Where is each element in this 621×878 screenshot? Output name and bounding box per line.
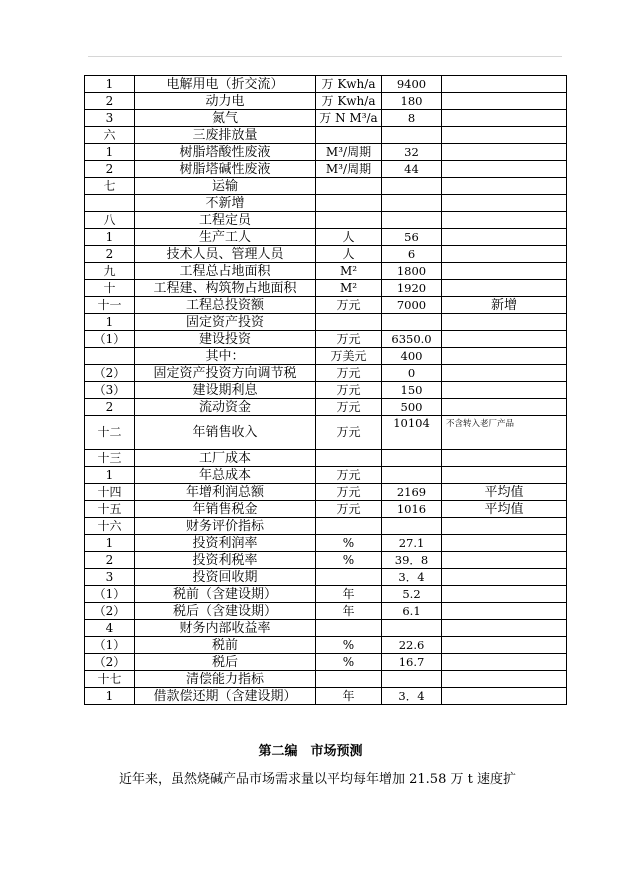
row-unit	[316, 671, 382, 688]
row-note: 新增	[442, 297, 567, 314]
row-item: 固定资产投资	[135, 314, 316, 331]
row-item: 税后	[135, 654, 316, 671]
row-value	[382, 212, 442, 229]
row-number: 十七	[85, 671, 135, 688]
row-value	[382, 671, 442, 688]
row-note	[442, 535, 567, 552]
row-value: 3．4	[382, 688, 442, 705]
row-item: 不新增	[135, 195, 316, 212]
row-note	[442, 518, 567, 535]
row-unit: 万元	[316, 501, 382, 518]
row-note	[442, 212, 567, 229]
row-unit: 万元	[316, 365, 382, 382]
table-row	[85, 484, 567, 501]
row-number: 1	[85, 688, 135, 705]
row-note	[442, 552, 567, 569]
row-number: 十一	[85, 297, 135, 314]
row-item: 树脂塔碱性废液	[135, 161, 316, 178]
row-note	[442, 76, 567, 93]
row-value: 39．8	[382, 552, 442, 569]
row-number: 1	[85, 144, 135, 161]
row-number: 九	[85, 263, 135, 280]
row-item: 投资回收期	[135, 569, 316, 586]
row-unit: %	[316, 654, 382, 671]
row-number: 十	[85, 280, 135, 297]
row-item: 年销售收入	[135, 416, 316, 450]
row-item: 财务评价指标	[135, 518, 316, 535]
row-unit: 万 N M³/a	[316, 110, 382, 127]
row-number: 六	[85, 127, 135, 144]
row-value: 8	[382, 110, 442, 127]
row-note	[442, 467, 567, 484]
table-row	[85, 365, 567, 382]
row-note	[442, 195, 567, 212]
row-note	[442, 603, 567, 620]
row-number: 十五	[85, 501, 135, 518]
row-value: 7000	[382, 297, 442, 314]
row-unit	[316, 620, 382, 637]
table-row	[85, 416, 567, 450]
row-note	[442, 450, 567, 467]
row-note: 不含转入老厂产品	[442, 416, 567, 450]
row-unit: 万美元	[316, 348, 382, 365]
row-item: 税前	[135, 637, 316, 654]
row-note	[442, 127, 567, 144]
row-number: 十四	[85, 484, 135, 501]
row-number: （3）	[85, 382, 135, 399]
row-number: 2	[85, 552, 135, 569]
row-item: 流动资金	[135, 399, 316, 416]
row-number: 2	[85, 246, 135, 263]
row-item: 固定资产投资方向调节税	[135, 365, 316, 382]
row-note	[442, 178, 567, 195]
row-unit: M²	[316, 280, 382, 297]
table-row	[85, 671, 567, 688]
row-note	[442, 399, 567, 416]
row-unit	[316, 195, 382, 212]
row-note	[442, 331, 567, 348]
row-value: 180	[382, 93, 442, 110]
table-row	[85, 229, 567, 246]
row-unit: M²	[316, 263, 382, 280]
row-item: 氮气	[135, 110, 316, 127]
row-note	[442, 161, 567, 178]
row-number: 3	[85, 569, 135, 586]
row-note	[442, 229, 567, 246]
row-item: 投资利润率	[135, 535, 316, 552]
row-unit: %	[316, 552, 382, 569]
row-note	[442, 93, 567, 110]
row-value	[382, 518, 442, 535]
row-number: 2	[85, 93, 135, 110]
row-number: 十三	[85, 450, 135, 467]
row-note	[442, 280, 567, 297]
table-row	[85, 450, 567, 467]
table-row	[85, 76, 567, 93]
row-item: 年增利润总额	[135, 484, 316, 501]
table-row	[85, 569, 567, 586]
row-value: 150	[382, 382, 442, 399]
row-value: 2169	[382, 484, 442, 501]
row-unit: 人	[316, 246, 382, 263]
row-item: 三废排放量	[135, 127, 316, 144]
row-note	[442, 314, 567, 331]
table-row	[85, 382, 567, 399]
row-value: 6.1	[382, 603, 442, 620]
row-value	[382, 450, 442, 467]
table-row	[85, 654, 567, 671]
row-item: 投资利税率	[135, 552, 316, 569]
row-unit	[316, 569, 382, 586]
row-item: 动力电	[135, 93, 316, 110]
row-number: 八	[85, 212, 135, 229]
row-item: 年总成本	[135, 467, 316, 484]
row-unit	[316, 127, 382, 144]
table-row	[85, 467, 567, 484]
row-value: 0	[382, 365, 442, 382]
row-value	[382, 127, 442, 144]
table-row	[85, 161, 567, 178]
row-value	[382, 620, 442, 637]
row-unit: 年	[316, 603, 382, 620]
row-value: 16.7	[382, 654, 442, 671]
row-number: （2）	[85, 365, 135, 382]
row-number: （1）	[85, 637, 135, 654]
table-row	[85, 297, 567, 314]
row-number: （2）	[85, 603, 135, 620]
row-unit: 万元	[316, 399, 382, 416]
row-value: 44	[382, 161, 442, 178]
table-row	[85, 263, 567, 280]
row-number: 七	[85, 178, 135, 195]
row-value: 32	[382, 144, 442, 161]
row-item: 财务内部收益率	[135, 620, 316, 637]
row-unit: 年	[316, 688, 382, 705]
row-item: 树脂塔酸性废液	[135, 144, 316, 161]
row-note	[442, 348, 567, 365]
table-row	[85, 144, 567, 161]
row-unit: 万元	[316, 416, 382, 450]
table-row	[85, 178, 567, 195]
row-unit: 年	[316, 586, 382, 603]
row-note	[442, 246, 567, 263]
row-item: 其中：	[135, 348, 316, 365]
row-note	[442, 110, 567, 127]
row-number: 1	[85, 535, 135, 552]
table-row	[85, 331, 567, 348]
row-value: 10104	[382, 416, 442, 450]
row-unit: M³/周期	[316, 161, 382, 178]
row-note: 平均值	[442, 484, 567, 501]
row-note	[442, 620, 567, 637]
table-row	[85, 93, 567, 110]
row-note	[442, 382, 567, 399]
row-item: 借款偿还期（含建设期）	[135, 688, 316, 705]
table-row	[85, 637, 567, 654]
row-value: 56	[382, 229, 442, 246]
row-number: （1）	[85, 331, 135, 348]
row-item: 工程总占地面积	[135, 263, 316, 280]
table-row	[85, 195, 567, 212]
row-note	[442, 637, 567, 654]
table-row	[85, 399, 567, 416]
table-row	[85, 246, 567, 263]
row-note	[442, 569, 567, 586]
row-unit	[316, 450, 382, 467]
table-row	[85, 535, 567, 552]
table-row	[85, 586, 567, 603]
row-number: 2	[85, 161, 135, 178]
row-unit: 万 Kwh/a	[316, 76, 382, 93]
row-unit	[316, 518, 382, 535]
row-number: 2	[85, 399, 135, 416]
row-number	[85, 348, 135, 365]
row-unit	[316, 178, 382, 195]
table-row	[85, 688, 567, 705]
row-value: 3．4	[382, 569, 442, 586]
row-note	[442, 365, 567, 382]
row-unit: %	[316, 535, 382, 552]
row-item: 建设期利息	[135, 382, 316, 399]
row-item: 运输	[135, 178, 316, 195]
row-value: 6	[382, 246, 442, 263]
table-row	[85, 110, 567, 127]
row-value	[382, 195, 442, 212]
row-value	[382, 178, 442, 195]
row-unit: M³/周期	[316, 144, 382, 161]
row-unit: 万元	[316, 297, 382, 314]
row-value: 500	[382, 399, 442, 416]
row-item: 工厂成本	[135, 450, 316, 467]
table-row	[85, 620, 567, 637]
row-unit: %	[316, 637, 382, 654]
row-number: 4	[85, 620, 135, 637]
row-number: 十二	[85, 416, 135, 450]
page-header-rule	[88, 56, 562, 57]
row-number: （1）	[85, 586, 135, 603]
row-item: 税后（含建设期）	[135, 603, 316, 620]
row-item: 工程总投资额	[135, 297, 316, 314]
row-note	[442, 654, 567, 671]
row-item: 税前（含建设期）	[135, 586, 316, 603]
row-unit	[316, 314, 382, 331]
row-value: 400	[382, 348, 442, 365]
row-value: 1920	[382, 280, 442, 297]
row-unit: 万元	[316, 484, 382, 501]
table-row	[85, 314, 567, 331]
row-number: 十六	[85, 518, 135, 535]
project-indicator-table	[84, 75, 567, 705]
row-value: 5.2	[382, 586, 442, 603]
row-note	[442, 144, 567, 161]
row-number: 3	[85, 110, 135, 127]
row-value	[382, 467, 442, 484]
table-row	[85, 603, 567, 620]
row-number	[85, 195, 135, 212]
row-unit: 万 Kwh/a	[316, 93, 382, 110]
row-note	[442, 586, 567, 603]
row-item: 清偿能力指标	[135, 671, 316, 688]
row-item: 技术人员、管理人员	[135, 246, 316, 263]
row-item: 建设投资	[135, 331, 316, 348]
row-note	[442, 671, 567, 688]
row-value: 1800	[382, 263, 442, 280]
row-number: 1	[85, 314, 135, 331]
table-row	[85, 552, 567, 569]
row-item: 电解用电（折交流）	[135, 76, 316, 93]
table-row	[85, 280, 567, 297]
row-value: 6350.0	[382, 331, 442, 348]
section-title: 第二编 市场预测	[258, 744, 363, 759]
row-number: （2）	[85, 654, 135, 671]
row-value: 22.6	[382, 637, 442, 654]
row-number: 1	[85, 76, 135, 93]
row-unit: 万元	[316, 382, 382, 399]
row-item: 工程建、构筑物占地面积	[135, 280, 316, 297]
row-unit	[316, 212, 382, 229]
table-body	[85, 76, 567, 705]
row-unit: 人	[316, 229, 382, 246]
row-item: 年销售税金	[135, 501, 316, 518]
table-row	[85, 212, 567, 229]
row-note	[442, 263, 567, 280]
table-row	[85, 348, 567, 365]
row-item: 工程定员	[135, 212, 316, 229]
table-row	[85, 127, 567, 144]
row-unit: 万元	[316, 467, 382, 484]
body-paragraph: 近年来，虽然烧碱产品市场需求量以平均每年增加 21.58 万 t 速度扩	[119, 772, 516, 787]
row-number: 1	[85, 229, 135, 246]
row-note: 平均值	[442, 501, 567, 518]
row-unit: 万元	[316, 331, 382, 348]
row-value: 1016	[382, 501, 442, 518]
table-row	[85, 518, 567, 535]
row-value	[382, 314, 442, 331]
row-item: 生产工人	[135, 229, 316, 246]
row-number: 1	[85, 467, 135, 484]
table-row	[85, 501, 567, 518]
row-value: 27.1	[382, 535, 442, 552]
row-value: 9400	[382, 76, 442, 93]
row-note	[442, 688, 567, 705]
